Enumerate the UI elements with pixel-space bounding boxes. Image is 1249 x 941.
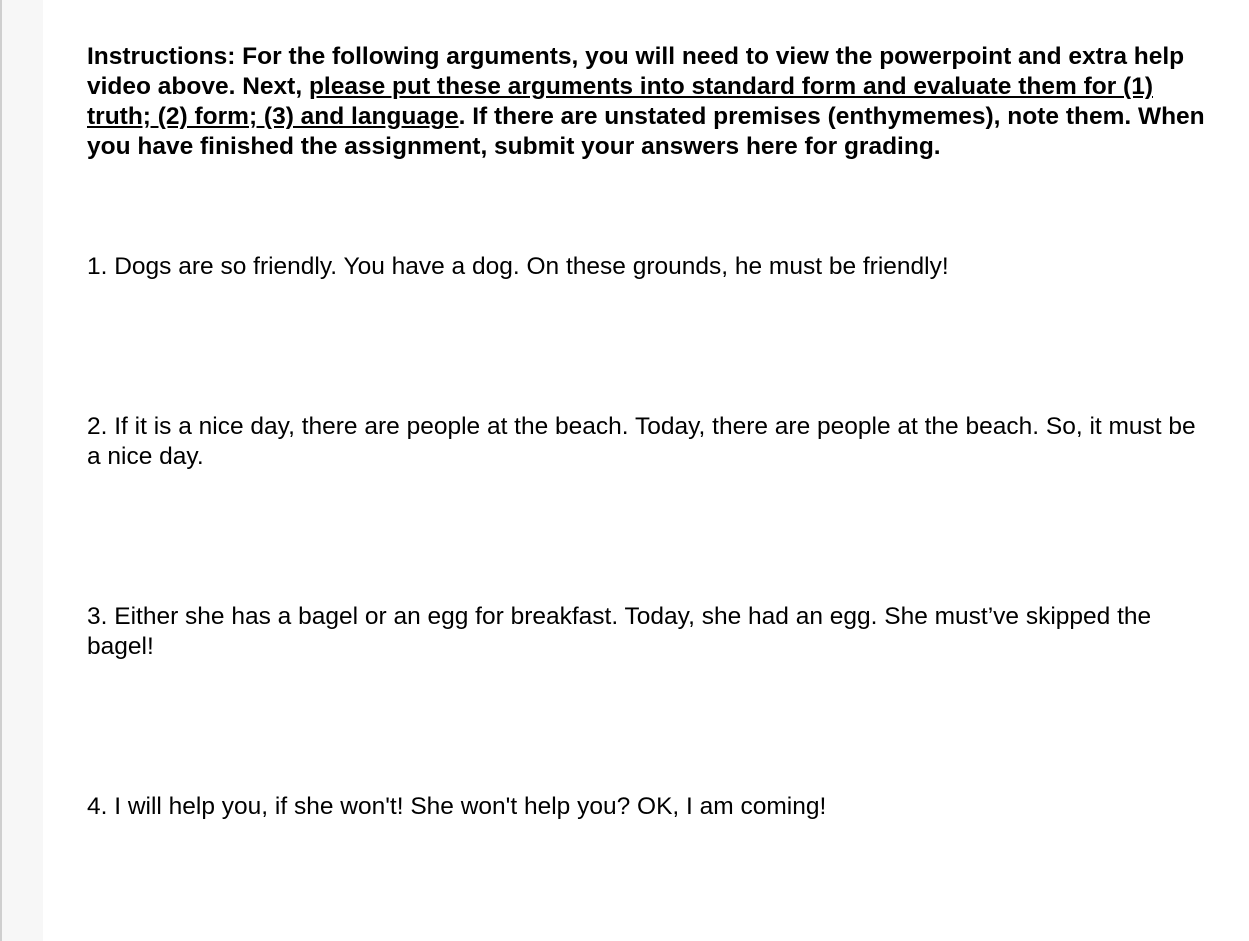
- question-1: 1. Dogs are so friendly. You have a dog. On these grounds, he must be friendly!: [87, 253, 949, 280]
- question-2: 2. If it is a nice day, there are people at the beach. Today, there are people at the beach. So, it must be a nice day.: [87, 413, 1196, 470]
- instructions-tail: . If there are unstated premises (enthymemes), note them. When you have finished the assignment, submit your answers here for grading.: [87, 103, 1205, 160]
- instructions-underlined: please put these arguments into standard form and evaluate them for (1) truth; (2) form; (3) and language: [87, 73, 1153, 130]
- instructions-lead: Instructions: For the following arguments, you will need to view the powerpoint and extra help video above. Next,: [87, 43, 1185, 100]
- question-3: 3. Either she has a bagel or an egg for breakfast. Today, she had an egg. She must’ve skipped the bagel!: [87, 603, 1152, 660]
- instructions-paragraph: [87, 42, 1212, 162]
- left-page-gutter: [0, 0, 43, 941]
- question-4: 4. I will help you, if she won't! She won't help you? OK, I am coming!: [87, 793, 827, 820]
- document-body: [87, 42, 1212, 822]
